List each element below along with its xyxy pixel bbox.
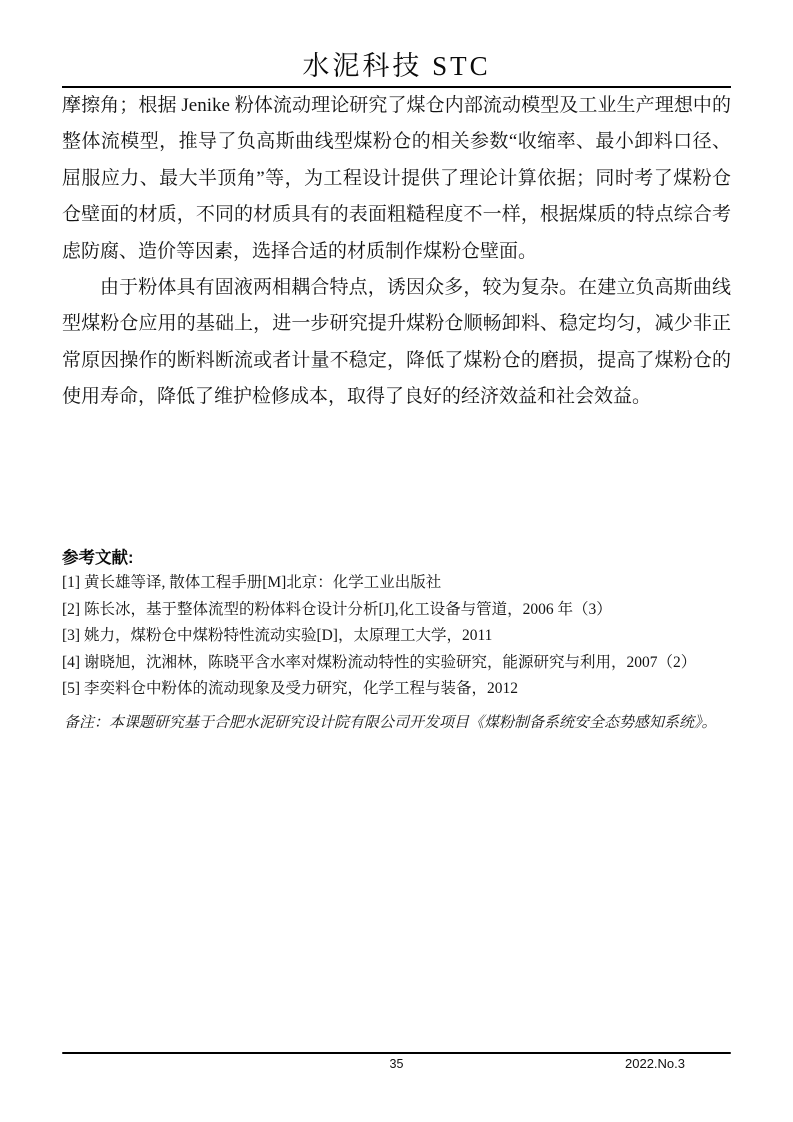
reference-item: [5] 李奕料仓中粉体的流动现象及受力研究，化学工程与装备，2012 <box>62 680 518 698</box>
references-list <box>62 570 731 703</box>
journal-header-title: 水泥科技 STC <box>302 51 491 81</box>
reference-item: [4] 谢晓旭，沈湘林，陈晓平含水率对煤粉流动特性的实验研究，能源研究与利用，2007（2） <box>62 653 697 671</box>
body-paragraph <box>62 270 731 416</box>
issue-label: 2022.No.3 <box>625 1056 685 1071</box>
references-heading: 参考文献: <box>62 549 134 567</box>
body-paragraph <box>62 88 731 270</box>
page-number: 35 <box>389 1057 404 1071</box>
body-text-line: 屈服应力、最大半顶角”等，为工程设计提供了理论计算依据；同时考了煤粉仓 <box>62 167 731 189</box>
body-text-line: 由于粉体具有固液两相耦合特点，诱因众多，较为复杂。在建立负高斯曲线 <box>100 277 731 299</box>
body-text-line: 仓壁面的材质，不同的材质具有的表面粗糙程度不一样，根据煤质的特点综合考 <box>62 204 731 226</box>
body-text-line: 虑防腐、造价等因素，选择合适的材质制作煤粉仓壁面。 <box>62 240 538 262</box>
body-text-line: 整体流模型，推导了负高斯曲线型煤粉仓的相关参数“收缩率、最小卸料口径、 <box>62 131 731 153</box>
footer-divider <box>62 1052 731 1054</box>
article-body <box>62 88 731 416</box>
body-text-line: 型煤粉仓应用的基础上，进一步研究提升煤粉仓顺畅卸料、稳定均匀，减少非正 <box>62 313 731 335</box>
body-text-line: 摩擦角；根据 Jenike 粉体流动理论研究了煤仓内部流动模型及工业生产理想中的 <box>62 95 731 116</box>
reference-item: [3] 姚力，煤粉仓中煤粉特性流动实验[D]，太原理工大学，2011 <box>62 627 493 645</box>
reference-item: [2] 陈长冰，基于整体流型的粉体料仓设计分析[J],化工设备与管道，2006 年（3） <box>62 600 612 618</box>
reference-item: [1] 黄长雄等译, 散体工程手册[M]北京：化学工业出版社 <box>62 574 442 591</box>
body-text-line: 使用寿命，降低了维护检修成本，取得了良好的经济效益和社会效益。 <box>62 386 652 408</box>
note-line: 备注：本课题研究基于合肥水泥研究设计院有限公司开发项目《煤粉制备系统安全态势感知系统》。 <box>64 715 717 731</box>
body-text-line: 常原因操作的断料断流或者计量不稳定，降低了煤粉仓的磨损，提高了煤粉仓的 <box>62 349 731 371</box>
